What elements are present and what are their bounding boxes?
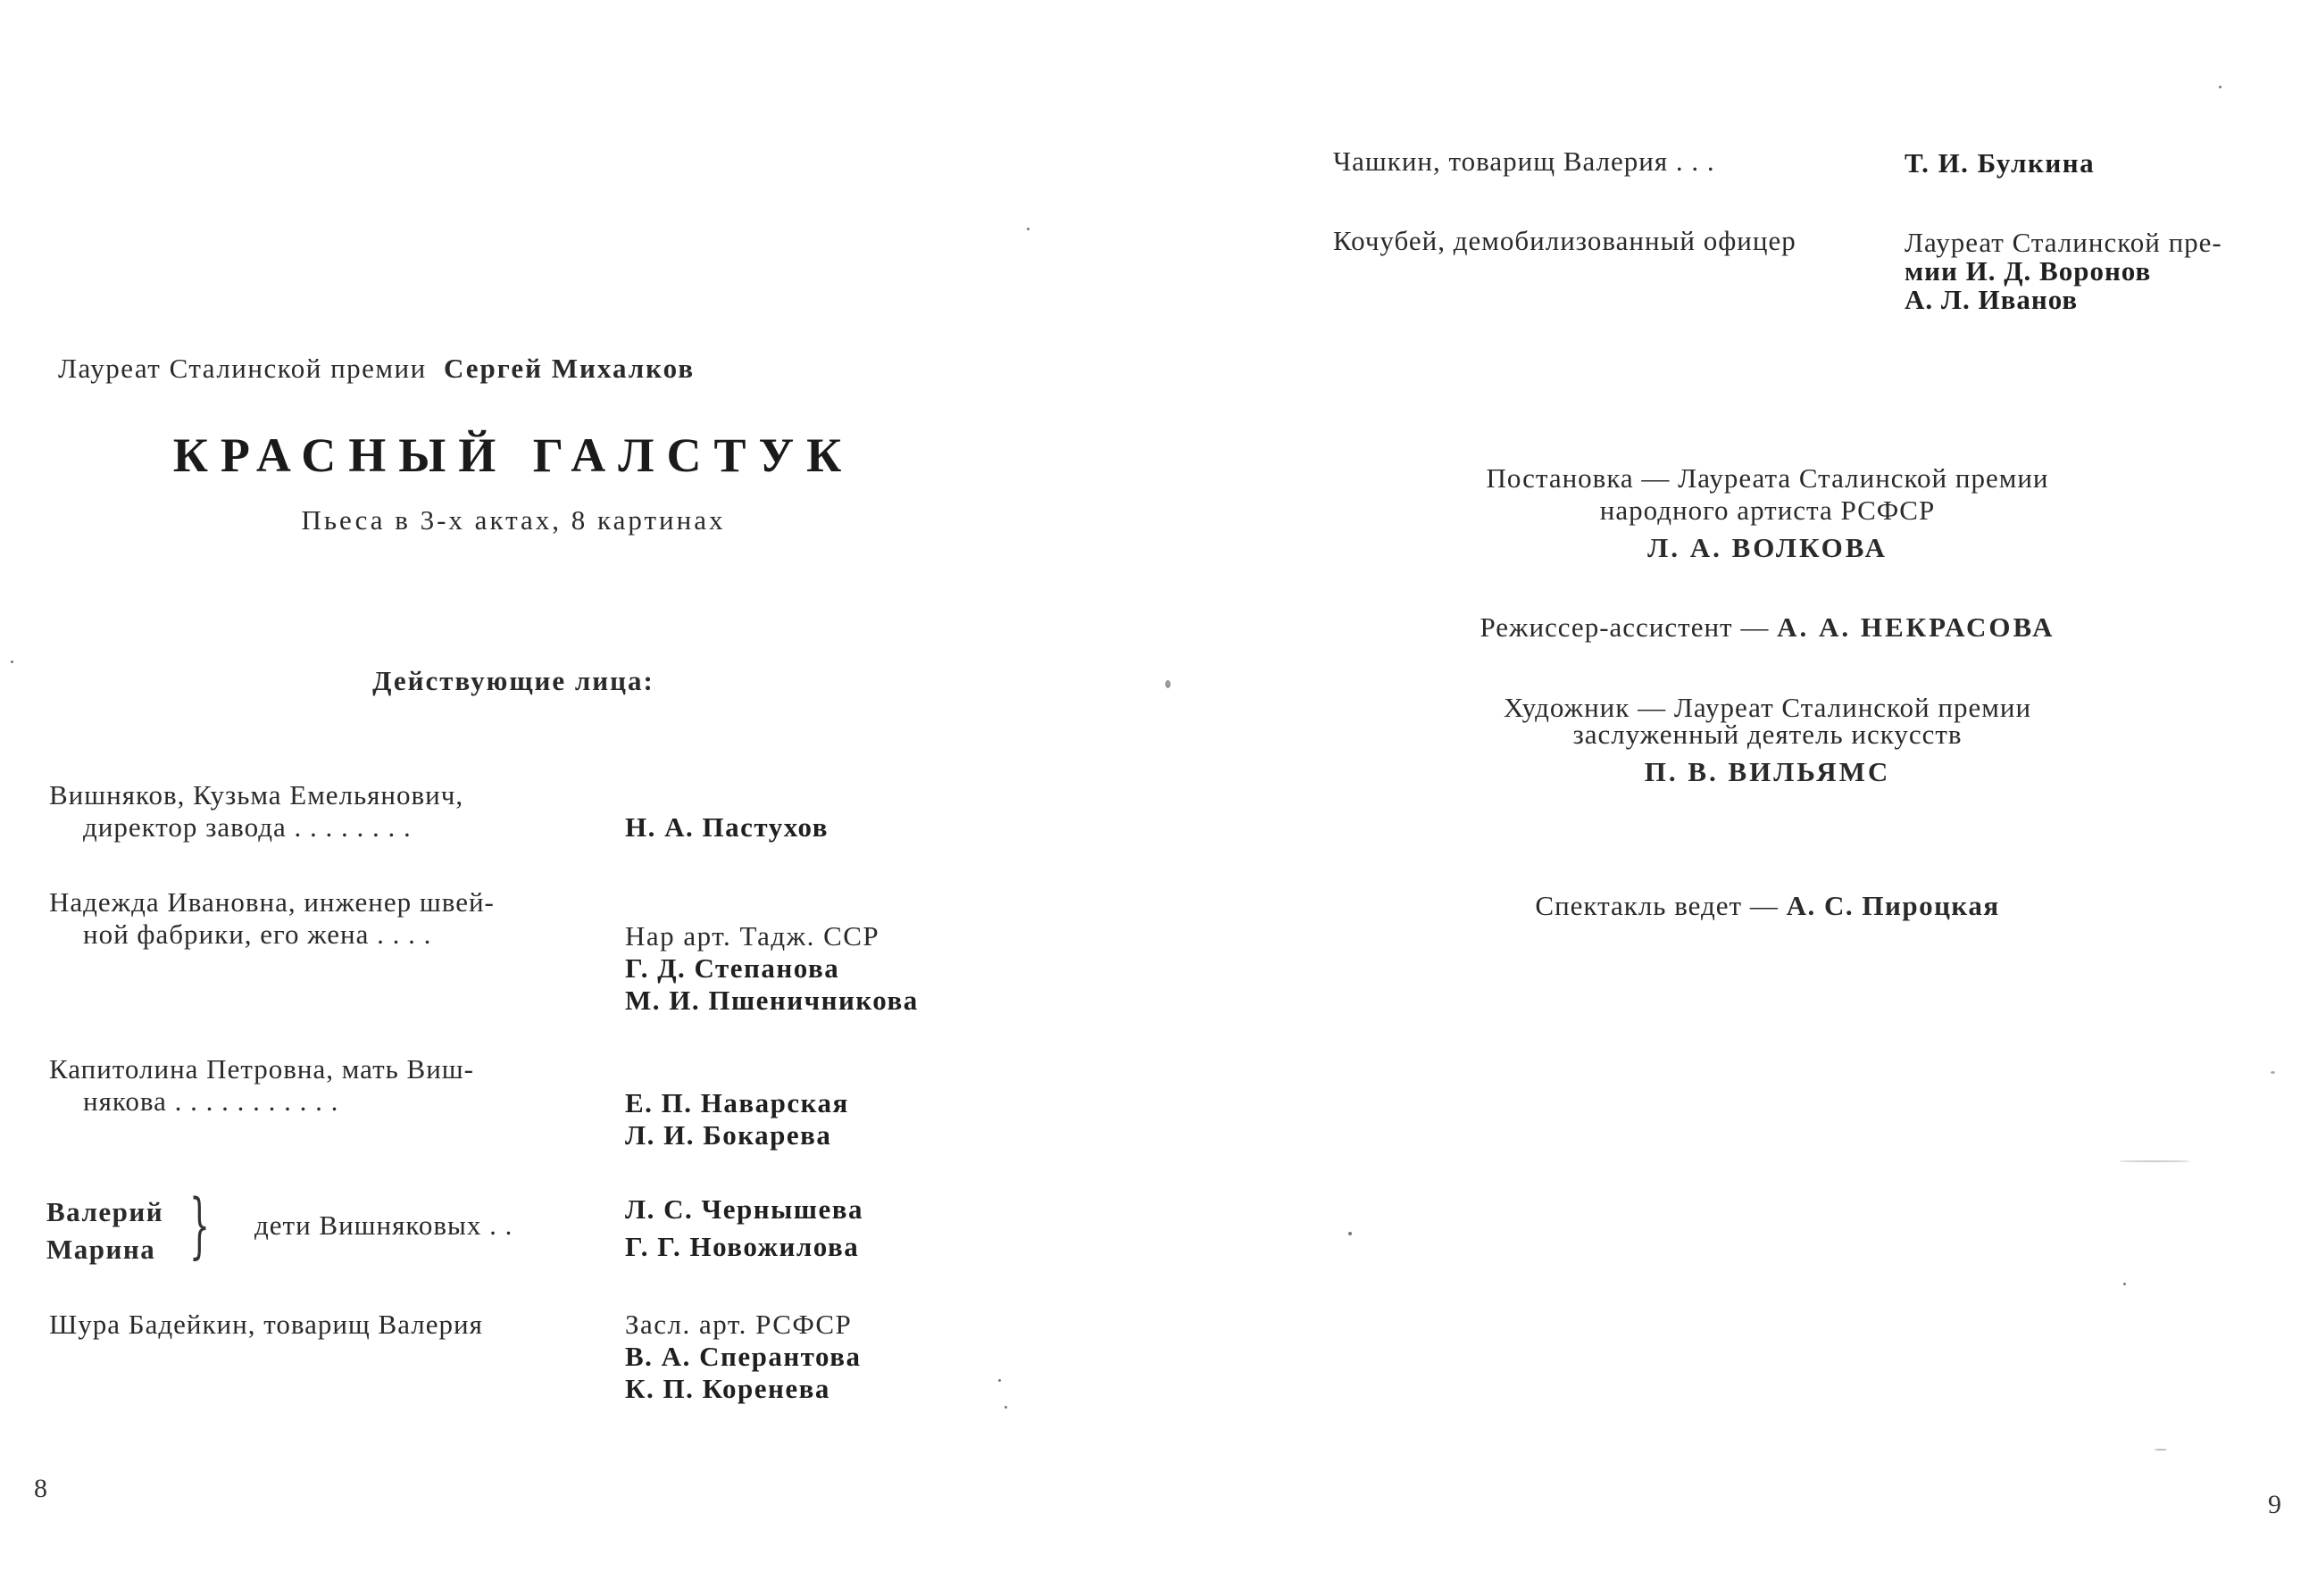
- artist-name: П. В. ВИЛЬЯМС: [1644, 756, 1891, 787]
- role-line: Шура Бадейкин, товарищ Валерия: [49, 1309, 483, 1340]
- actor-name: мии И. Д. Воронов: [1905, 255, 2152, 287]
- right-page: [1154, 0, 2309, 1596]
- cast-role-shura: [49, 1309, 594, 1341]
- print-speck: [1348, 1232, 1352, 1235]
- print-speck: [11, 661, 13, 663]
- play-title: КРАСНЫЙ ГАЛСТУК: [172, 428, 854, 482]
- cast-actors-kochubey: [1905, 227, 2222, 315]
- cast-actors-children: [625, 1191, 1018, 1266]
- actor-name: Т. И. Булкина: [1905, 147, 2096, 179]
- actor-name: Г. Г. Новожилова: [625, 1231, 860, 1262]
- role-line: някова . . . . . . . . . . .: [83, 1085, 339, 1117]
- actor-title: Лауреат Сталинской пре-: [1905, 227, 2222, 258]
- credit-stage-manager: [1190, 890, 2309, 922]
- print-speck: [2119, 1160, 2190, 1162]
- credit-assistant: [1190, 611, 2309, 644]
- assistant-name: А. А. НЕКРАСОВА: [1777, 611, 2055, 643]
- brace-symbol: }: [189, 1184, 210, 1267]
- print-speck: [2155, 1449, 2167, 1451]
- cast-role-kochubey: Кочубей, демобилизованный офицер: [1333, 225, 1796, 256]
- cast-role-vishnyakov: [49, 779, 594, 844]
- left-page: [0, 0, 1154, 1596]
- cast-actors-nadezhda: [625, 920, 1018, 1017]
- cast-role-nadezhda: [49, 886, 594, 951]
- actor-name: К. П. Коренева: [625, 1373, 830, 1404]
- author-name: Сергей Михалков: [443, 353, 696, 384]
- role-line: директор завода . . . . . . . .: [83, 811, 412, 843]
- actor-title: Засл. арт. РСФСР: [625, 1309, 853, 1340]
- credit-line: заслуженный деятель искусств: [1572, 719, 1963, 750]
- role-line: Капитолина Петровна, мать Виш-: [49, 1053, 475, 1085]
- cast-role-children: дети Вишняковых . .: [254, 1209, 513, 1241]
- actor-name: В. А. Сперантова: [625, 1341, 862, 1372]
- print-speck: [2219, 86, 2221, 88]
- actor-name: М. И. Пшеничникова: [625, 985, 919, 1016]
- play-subtitle: Пьеса в 3-х актах, 8 картинах: [301, 504, 726, 536]
- role-line: Вишняков, Кузьма Емельянович,: [49, 779, 464, 810]
- credit-artist: [1190, 692, 2309, 788]
- role-line: ной фабрики, его жена . . . .: [83, 919, 432, 950]
- print-speck: [998, 1379, 1001, 1382]
- credit-line: Постановка — Лауреата Сталинской премии: [1486, 462, 2049, 494]
- byline-prefix: Лауреат Сталинской премии: [58, 353, 427, 384]
- page-number-left: 8: [34, 1474, 49, 1503]
- actor-name: Е. П. Наварская: [625, 1087, 849, 1118]
- cast-role-chashkin: Чашкин, товарищ Валерия . . .: [1333, 145, 1715, 177]
- actor-name: Л. И. Бокарева: [625, 1119, 832, 1151]
- cast-children-names: [46, 1193, 163, 1268]
- print-speck: [1027, 228, 1029, 230]
- actor-name: А. Л. Иванов: [1905, 284, 2079, 315]
- director-name: Л. А. ВОЛКОВА: [1647, 532, 1888, 563]
- print-speck: [2271, 1071, 2275, 1074]
- cast-actors-kapitolina: [625, 1087, 1018, 1151]
- actor-title: Нар арт. Тадж. ССР: [625, 920, 880, 952]
- cast-role-kapitolina: [49, 1053, 594, 1118]
- cast-actors-vishnyakov: [625, 811, 1018, 844]
- page-number-right: 9: [2268, 1490, 2283, 1519]
- role-line: Надежда Ивановна, инженер швей-: [49, 886, 495, 918]
- actor-name: Л. С. Чернышева: [625, 1193, 863, 1225]
- credit-line: народного артиста РСФСР: [1599, 495, 1936, 526]
- cast-actors-chashkin: [1905, 147, 2095, 179]
- credit-line: Художник — Лауреат Сталинской премии: [1503, 692, 2032, 723]
- stage-manager-name: А. С. Пироцкая: [1786, 890, 2000, 921]
- cast-heading: Действующие лица:: [372, 665, 654, 696]
- actor-name: Г. Д. Степанова: [625, 952, 840, 984]
- print-speck: [1004, 1406, 1007, 1409]
- author-byline: [58, 353, 695, 385]
- print-speck: [2123, 1283, 2126, 1285]
- child-name: Марина: [46, 1234, 156, 1265]
- credit-label: Режиссер-ассистент —: [1480, 611, 1770, 643]
- child-name: Валерий: [46, 1196, 164, 1227]
- cast-actors-shura: [625, 1309, 1018, 1405]
- credit-label: Спектакль ведет —: [1535, 890, 1779, 921]
- credit-staging: [1190, 462, 2309, 564]
- actor-name: Н. А. Пастухов: [625, 811, 829, 843]
